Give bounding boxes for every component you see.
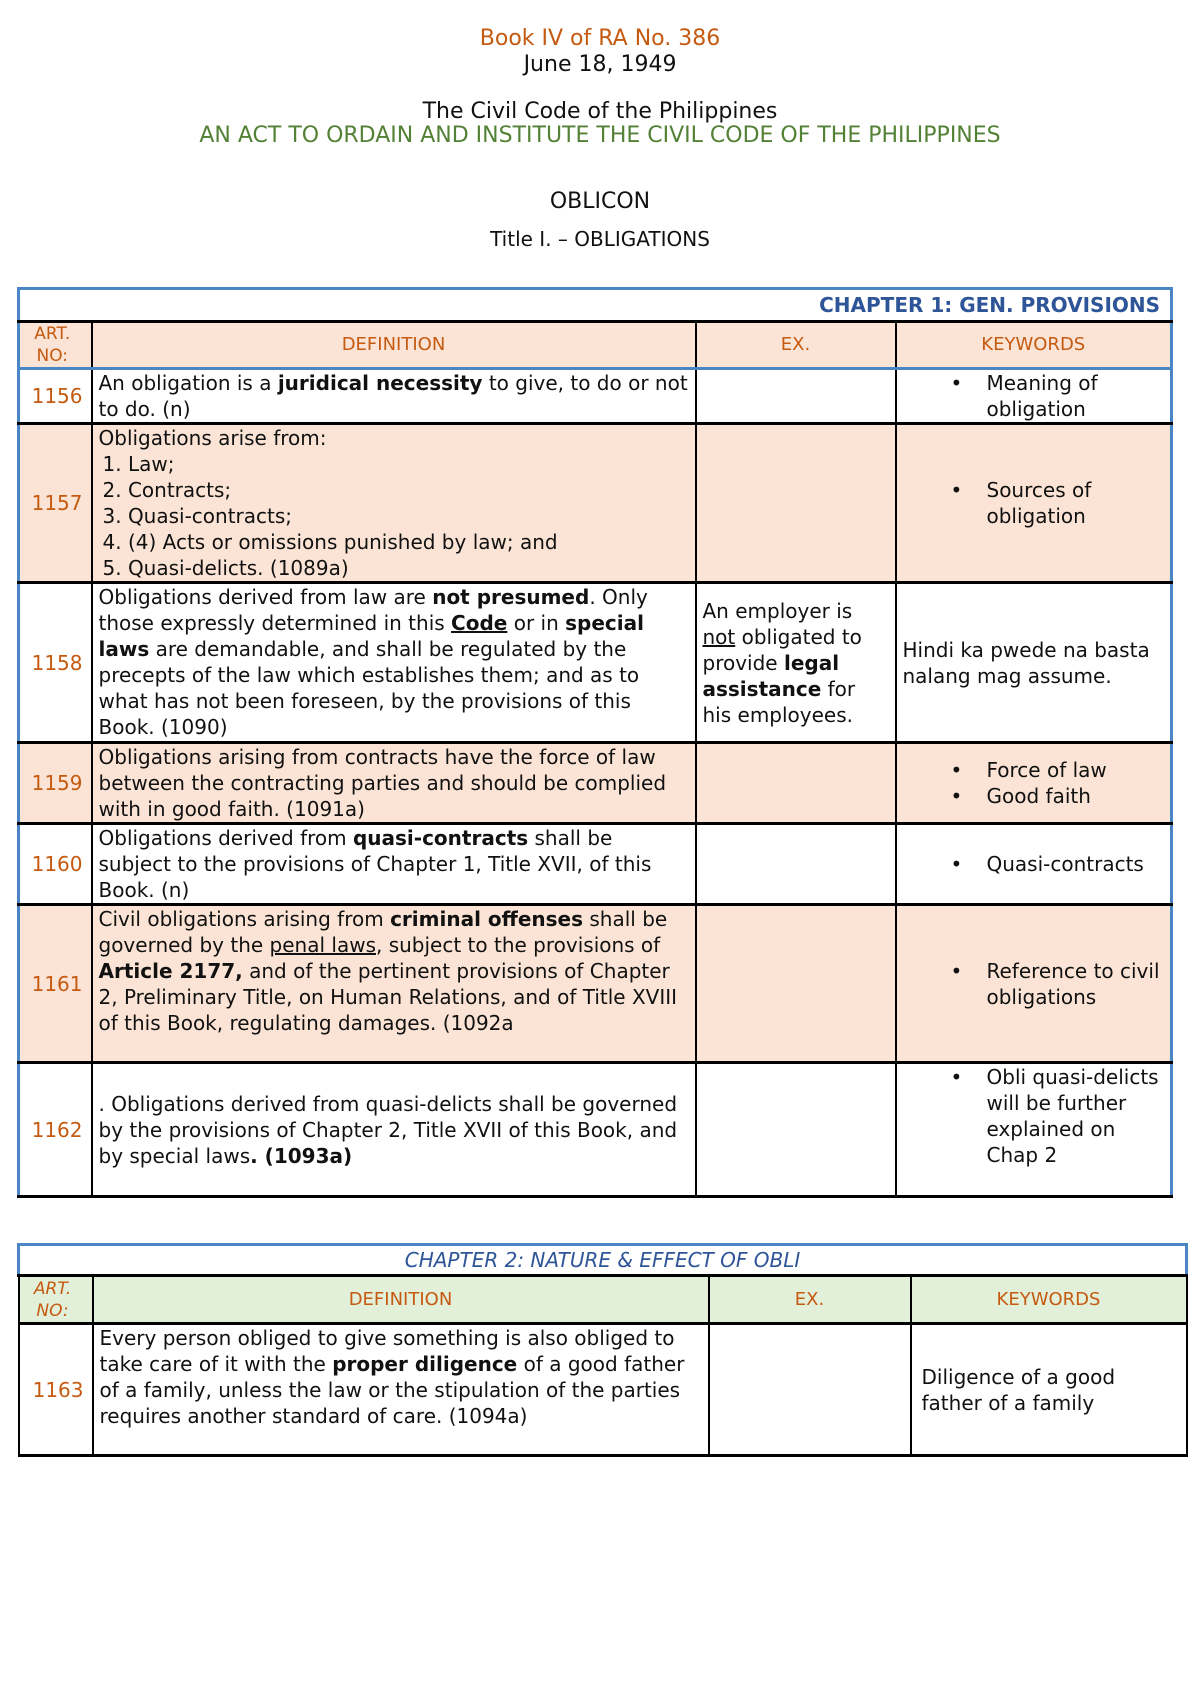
definition-cell: Obligations derived from law are not presumed. Only those expressly determined in this Code or in special laws are demandable, and shall be regulated by the precepts of the law which establishes them; and as to what has not been foreseen, by the provisions of this Book. (1090) xyxy=(92,583,696,743)
definition-cell: Civil obligations arising from criminal offenses shall be governed by the penal laws, subject to the provisions of Article 2177, and of the pertinent provisions of Chapter 2, Preliminary Title, on Human Relations, and of Title XVIII of this Book, regulating damages. (1092a xyxy=(92,905,696,1063)
keywords-cell xyxy=(896,743,1172,824)
chapter1-table xyxy=(17,287,1173,1198)
keyword-item: • Reference to civil obligations xyxy=(903,958,1165,1010)
example-cell xyxy=(696,743,896,824)
col-ex-header: EX. xyxy=(696,322,896,369)
article-number: 1156 xyxy=(19,369,92,424)
col-art-header: ART. NO: xyxy=(19,1276,93,1324)
title-heading: Title I. – OBLIGATIONS xyxy=(490,227,710,251)
list-item: 4. (4) Acts or omissions punished by law; and xyxy=(102,530,558,554)
table-row xyxy=(19,424,1172,583)
table-row xyxy=(19,369,1172,424)
example-cell xyxy=(696,905,896,1063)
example-cell: An employer is not obligated to provide legal assistance for his employees. xyxy=(696,583,896,743)
book-reference: Book IV of RA No. 386 xyxy=(479,26,721,51)
article-number: 1161 xyxy=(19,905,92,1063)
keyword-item: • Force of law xyxy=(903,757,1165,783)
example-cell xyxy=(696,1063,896,1197)
table-row xyxy=(19,1324,1187,1456)
table-row xyxy=(19,1063,1172,1197)
article-number: 1158 xyxy=(19,583,92,743)
definition-cell: Obligations derived from quasi-contracts shall be subject to the provisions of Chapter 1, Title XVII, of this Book. (n) xyxy=(92,824,696,905)
article-number: 1163 xyxy=(19,1324,93,1456)
keyword-item: • Obli quasi-delicts will be further explained on Chap 2 xyxy=(903,1064,1165,1168)
article-number: 1162 xyxy=(19,1063,92,1197)
article-number: 1157 xyxy=(19,424,92,583)
keywords-cell: Diligence of a good father of a family xyxy=(911,1324,1187,1456)
definition-cell: Obligations arise from: 1. Law; 2. Contracts; 3. Quasi-contracts; 4. (4) Acts or omissions punished by law; and 5. Quasi-delicts. (1089a) xyxy=(92,424,696,583)
col-keywords-header: KEYWORDS xyxy=(896,322,1172,369)
code-title: The Civil Code of the Philippines xyxy=(422,99,778,124)
keywords-cell xyxy=(896,824,1172,905)
definition-cell: . Obligations derived from quasi-delicts shall be governed by the provisions of Chapter 2, Title XVII of this Book, and by special laws. (1093a) xyxy=(92,1063,696,1197)
table-row xyxy=(19,743,1172,824)
col-art-header: ART. NO: xyxy=(19,322,92,369)
article-number: 1160 xyxy=(19,824,92,905)
example-cell xyxy=(709,1324,911,1456)
enactment-date: June 18, 1949 xyxy=(523,52,677,77)
list-item: 1. Law; xyxy=(102,452,175,476)
keywords-cell xyxy=(896,1063,1172,1197)
table-row xyxy=(19,583,1172,743)
act-title: AN ACT TO ORDAIN AND INSTITUTE THE CIVIL CODE OF THE PHILIPPINES xyxy=(199,123,1001,148)
definition-cell: An obligation is a juridical necessity to give, to do or not to do. (n) xyxy=(92,369,696,424)
keywords-cell xyxy=(896,905,1172,1063)
article-number: 1159 xyxy=(19,743,92,824)
col-ex-header: EX. xyxy=(709,1276,911,1324)
col-keywords-header: KEYWORDS xyxy=(911,1276,1187,1324)
definition-cell: Every person obliged to give something is also obliged to take care of it with the proper diligence of a good father of a family, unless the law or the stipulation of the parties requires another standard of care. (1094a) xyxy=(93,1324,709,1456)
keywords-cell xyxy=(896,424,1172,583)
col-definition-header: DEFINITION xyxy=(92,322,696,369)
keywords-cell: Hindi ka pwede na basta nalang mag assume. xyxy=(896,583,1172,743)
table-row xyxy=(19,905,1172,1063)
example-cell xyxy=(696,824,896,905)
chapter2-table xyxy=(17,1243,1188,1457)
table-row xyxy=(19,824,1172,905)
definition-cell: Obligations arising from contracts have the force of law between the contracting parties and should be complied with in good faith. (1091a) xyxy=(92,743,696,824)
list-item: 2. Contracts; xyxy=(102,478,232,502)
example-cell xyxy=(696,369,896,424)
list-item: 3. Quasi-contracts; xyxy=(102,504,293,528)
chapter2-title: CHAPTER 2: NATURE & EFFECT OF OBLI xyxy=(19,1245,1187,1276)
keyword-item: • Good faith xyxy=(903,783,1165,809)
keywords-cell xyxy=(896,369,1172,424)
subject-heading: OBLICON xyxy=(549,189,651,214)
keyword-item: • Quasi-contracts xyxy=(903,851,1165,877)
keyword-item: • Sources of obligation xyxy=(903,477,1165,529)
list-item: 5. Quasi-delicts. (1089a) xyxy=(102,556,349,580)
example-cell xyxy=(696,424,896,583)
col-definition-header: DEFINITION xyxy=(93,1276,709,1324)
chapter1-title: CHAPTER 1: GEN. PROVISIONS xyxy=(19,289,1172,322)
keyword-item: • Meaning of obligation xyxy=(903,370,1165,422)
